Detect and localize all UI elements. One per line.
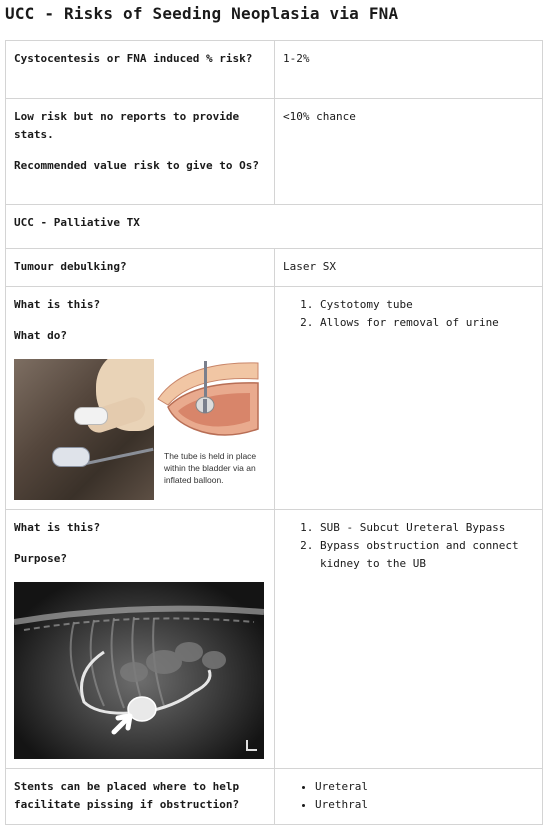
answer-cell xyxy=(275,41,543,99)
question-text: Cystocentesis or FNA induced % risk? xyxy=(14,52,253,65)
question-text: Low risk but no reports to provide stats. xyxy=(14,110,240,141)
question-cell xyxy=(6,249,275,287)
question-text: What is this? xyxy=(14,298,101,311)
cystotomy-tube-photo xyxy=(14,359,154,500)
answer-cell xyxy=(275,249,543,287)
table-row xyxy=(6,41,543,99)
answer-text: 1-2% xyxy=(283,52,310,65)
answer-bullet-list xyxy=(283,778,534,814)
list-item: 1. Cystotomy tube xyxy=(320,296,534,314)
answer-text: <10% chance xyxy=(283,110,356,123)
question-cell xyxy=(6,99,275,205)
sub-xray-image xyxy=(14,582,264,759)
answer-cell xyxy=(275,287,543,510)
answer-list xyxy=(283,519,534,573)
question-text: Stents can be placed where to help facilitate pissing if obstruction? xyxy=(14,780,240,811)
question-text: Recommended value risk to give to Os? xyxy=(14,159,260,172)
answer-cell xyxy=(275,99,543,205)
image-caption: The tube is held in place within the bladder via an inflated balloon. xyxy=(164,451,257,485)
question-text: What is this? xyxy=(14,521,101,534)
table-row xyxy=(6,249,543,287)
question-cell xyxy=(6,41,275,99)
table-row xyxy=(6,287,543,510)
answer-cell xyxy=(275,510,543,769)
bladder-diagram xyxy=(154,359,260,500)
table-row xyxy=(6,99,543,205)
page-title: UCC - Risks of Seeding Neoplasia via FNA xyxy=(5,4,399,23)
section-header-row xyxy=(6,205,543,249)
list-item: • Ureteral xyxy=(315,778,534,796)
cystotomy-tube-image xyxy=(14,359,260,500)
question-text: What do? xyxy=(14,329,67,342)
question-cell xyxy=(6,769,275,825)
list-item: 2. Bypass obstruction and connect kidney to the UB xyxy=(320,537,534,573)
list-item: 2. Allows for removal of urine xyxy=(320,314,534,332)
list-item: • Urethral xyxy=(315,796,534,814)
answer-list xyxy=(283,296,534,332)
question-cell xyxy=(6,287,275,510)
table-row xyxy=(6,769,543,825)
section-title: UCC - Palliative TX xyxy=(6,205,543,249)
question-text: Tumour debulking? xyxy=(14,260,127,273)
notes-table xyxy=(5,40,543,825)
answer-cell xyxy=(275,769,543,825)
table-row xyxy=(6,510,543,769)
list-item: 1. SUB - Subcut Ureteral Bypass xyxy=(320,519,534,537)
answer-text: Laser SX xyxy=(283,260,336,273)
question-text: Purpose? xyxy=(14,552,67,565)
question-cell xyxy=(6,510,275,769)
